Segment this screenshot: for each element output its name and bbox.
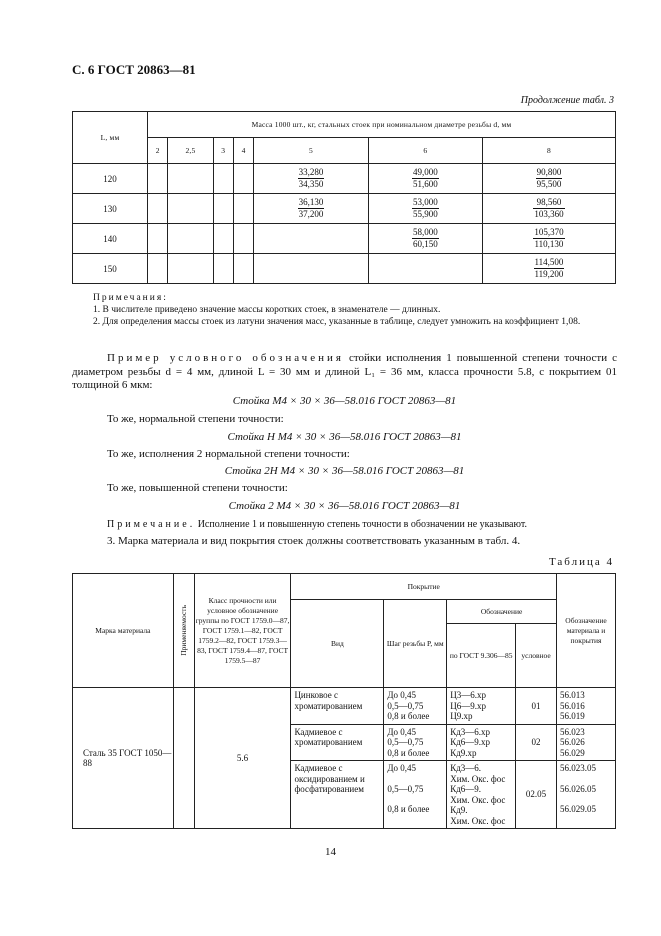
note-2: 2. Для определения массы стоек из латуни значения масс, указанные в таблице, следует умножить на коэффициент 1,08. xyxy=(93,317,581,327)
col-conditional-header: условное xyxy=(516,624,557,688)
mass-cell xyxy=(368,164,482,194)
table-row xyxy=(73,254,616,284)
mass-cell xyxy=(482,254,615,284)
gost-designation-cell-line: Кд9. xyxy=(450,805,468,815)
mass-fraction xyxy=(412,197,439,220)
mass-cell xyxy=(168,224,213,254)
table-row xyxy=(73,224,616,254)
col-material-coverage-header: Обозначение материала и покрытия xyxy=(557,574,616,688)
table-row xyxy=(73,164,616,194)
mass-cell xyxy=(213,164,233,194)
mass-cell xyxy=(482,194,615,224)
code-cell xyxy=(557,761,616,829)
col-class-header: Класс прочности или условное обозначение группы по ГОСТ 1759.0—87, ГОСТ 1759.1—82, ГОСТ 1759.2—82, ГОСТ 1759.3—83, ГОСТ 1759.4—87, ГОСТ 1759.5—87 xyxy=(194,574,291,688)
code-cell xyxy=(557,724,616,761)
mass-short: 36,130 xyxy=(298,197,324,207)
mass-long: 95,500 xyxy=(536,179,562,189)
mass-table xyxy=(72,111,616,284)
diameter-header: 8 xyxy=(482,138,615,164)
gost-designation-cell-line: Хим. Окс. фос xyxy=(450,794,506,805)
table-row xyxy=(73,688,616,725)
code-cell-line: 56.023 xyxy=(560,726,585,737)
mass-cell xyxy=(168,194,213,224)
mass-cell xyxy=(233,224,253,254)
coating-type-cell: Кадмиевое с оксидированием и фосфатированием xyxy=(291,761,384,829)
col-coating-header: Покрытие xyxy=(291,574,557,600)
gost-designation-cell-line: Ц6—9.хр xyxy=(450,700,486,711)
code-cell-line: 56.013 xyxy=(560,690,585,700)
col-type-header: Вид xyxy=(291,600,384,688)
mass-cell xyxy=(168,254,213,284)
col-length-header: L, мм xyxy=(73,112,148,164)
gost-designation-cell-line: Кд3—6.хр xyxy=(450,726,491,737)
code-cell xyxy=(557,688,616,725)
mass-fraction xyxy=(298,197,325,220)
material-coating-table xyxy=(72,573,616,829)
page-number: 14 xyxy=(325,846,336,858)
example-note-text: Исполнение 1 и повышенную степень точности в обозначении не указывают. xyxy=(195,519,527,530)
example-paragraph xyxy=(72,352,617,393)
example-note-lead: Примечание. xyxy=(107,519,196,530)
code-cell-line: 56.029.05 xyxy=(560,804,597,814)
notes-lead: Примечания: xyxy=(93,293,168,303)
mass-cell xyxy=(233,254,253,284)
mass-long: 51,600 xyxy=(412,179,438,189)
pitch-cell xyxy=(384,761,447,829)
mass-cell xyxy=(213,254,233,284)
mass-cell xyxy=(254,194,368,224)
diameter-header: 6 xyxy=(368,138,482,164)
gost-designation-cell xyxy=(447,688,516,725)
example-note xyxy=(72,518,617,532)
mass-short: 90,800 xyxy=(536,167,562,177)
diameter-header: 5 xyxy=(254,138,368,164)
coating-type-cell: Цинковое с хроматированием xyxy=(291,688,384,725)
diameter-header: 3 xyxy=(213,138,233,164)
length-cell: 140 xyxy=(73,224,148,254)
mass-cell xyxy=(254,224,368,254)
table4-caption: Таблица 4 xyxy=(548,556,614,568)
gost-designation-cell-line: Кд6—9.хр xyxy=(450,737,491,747)
mass-long: 119,200 xyxy=(534,269,564,279)
mass-fraction xyxy=(536,167,563,190)
pitch-cell-line: До 0,45 xyxy=(387,763,416,773)
mass-short: 53,000 xyxy=(412,197,438,207)
code-cell-line: 56.029 xyxy=(560,747,585,758)
mass-cell xyxy=(368,194,482,224)
mass-cell xyxy=(148,254,168,284)
example-line-4: То же, повышенной степени точности: xyxy=(107,482,288,494)
code-cell-line: 56.026 xyxy=(560,737,585,747)
gost-designation-cell-line: Кд6—9. xyxy=(450,784,482,794)
diameter-header: 2 xyxy=(148,138,168,164)
code-cell-line: 56.026.05 xyxy=(560,783,597,794)
pitch-cell-line: До 0,45 xyxy=(387,690,416,700)
page-title: С. 6 ГОСТ 20863—81 xyxy=(72,62,196,77)
example-lead: Пример условного обозначения xyxy=(107,352,344,364)
col-applicability-header: Применяемость xyxy=(173,574,194,688)
mass-cell xyxy=(254,164,368,194)
gost-designation-cell-line: Хим. Окс. фос xyxy=(450,773,506,784)
gost-designation-cell xyxy=(447,761,516,829)
material-cell: Сталь 35 ГОСТ 1050—88 xyxy=(73,688,174,829)
pitch-cell xyxy=(384,724,447,761)
code-cell-line: 56.019 xyxy=(560,711,585,721)
pitch-cell-line: 0,5—0,75 xyxy=(387,700,424,711)
length-cell: 120 xyxy=(73,164,148,194)
designation-formula-1: Стойка М4 × 30 × 36—58.016 ГОСТ 20863—81 xyxy=(232,395,457,407)
diameter-header-row xyxy=(73,138,616,164)
mass-cell xyxy=(233,164,253,194)
designation-formula-4: Стойка 2 М4 × 30 × 36—58.016 ГОСТ 20863—81 xyxy=(228,500,461,512)
code-cell-line: 56.016 xyxy=(560,700,585,711)
paragraph-3: 3. Марка материала и вид покрытия стоек должны соответствовать указанным в табл. 4. xyxy=(107,535,521,547)
pitch-cell xyxy=(384,688,447,725)
gost-designation-cell-line: Кд9.хр xyxy=(450,747,477,758)
mass-cell xyxy=(233,194,253,224)
pitch-cell-line: 0,5—0,75 xyxy=(387,783,424,794)
mass-long: 60,150 xyxy=(412,239,438,249)
table-row xyxy=(73,194,616,224)
pitch-cell-line: 0,8 и более xyxy=(387,711,430,721)
gost-designation-cell-line: Ц9.хр xyxy=(450,711,473,721)
col-mass-header: Масса 1000 шт., кг, стальных стоек при номинальном диаметре резьбы d, мм xyxy=(148,112,616,138)
designation-formula-2: Стойка Н М4 × 30 × 36—58.016 ГОСТ 20863—81 xyxy=(227,431,462,443)
gost-designation-cell-line: Ц3—6.хр xyxy=(450,690,486,700)
pitch-cell-line: До 0,45 xyxy=(387,726,416,737)
mass-short: 49,000 xyxy=(412,167,438,177)
mass-fraction xyxy=(412,227,439,250)
conditional-code-cell: 01 xyxy=(516,688,557,725)
example-line-3: То же, исполнения 2 нормальной степени точности: xyxy=(107,448,350,460)
note-1: 1. В числителе приведено значение массы коротких стоек, в знаменателе — длинных. xyxy=(93,305,441,315)
mass-fraction xyxy=(412,167,439,190)
pitch-cell-line: 0,8 и более xyxy=(387,747,430,758)
mass-fraction xyxy=(533,197,564,220)
applicability-cell xyxy=(173,688,194,829)
mass-fraction xyxy=(534,257,565,280)
mass-short: 58,000 xyxy=(412,227,438,237)
conditional-code-cell: 02 xyxy=(516,724,557,761)
col-material-header: Марка материала xyxy=(73,574,174,688)
mass-cell xyxy=(368,224,482,254)
mass-long: 110,130 xyxy=(534,239,564,249)
diameter-header: 2,5 xyxy=(168,138,213,164)
mass-short: 114,500 xyxy=(534,257,564,267)
gost-designation-cell-line: Хим. Окс. фос xyxy=(450,815,506,826)
mass-long: 103,360 xyxy=(534,209,564,219)
gost-designation-cell xyxy=(447,724,516,761)
designation-formula-3: Стойка 2Н М4 × 30 × 36—58.016 ГОСТ 20863—81 xyxy=(224,465,465,477)
mass-short: 33,280 xyxy=(298,167,324,177)
mass-cell xyxy=(148,194,168,224)
table-continuation-label: Продолжение табл. 3 xyxy=(520,95,614,106)
mass-cell xyxy=(148,164,168,194)
length-cell: 150 xyxy=(73,254,148,284)
mass-cell xyxy=(482,224,615,254)
mass-long: 55,900 xyxy=(412,209,438,219)
mass-long: 34,350 xyxy=(298,179,324,189)
strength-class-cell: 5.6 xyxy=(194,688,291,829)
mass-cell xyxy=(148,224,168,254)
coating-type-cell: Кадмиевое с хроматированием xyxy=(291,724,384,761)
example-line-2: То же, нормальной степени точности: xyxy=(107,413,284,425)
gost-designation-cell-line: Кд3—6. xyxy=(450,763,482,773)
mass-cell xyxy=(213,194,233,224)
mass-cell xyxy=(168,164,213,194)
code-cell-line: 56.023.05 xyxy=(560,763,597,773)
mass-short: 105,370 xyxy=(534,227,564,237)
table-notes xyxy=(93,292,623,328)
col-designation-header: Обозначение xyxy=(447,600,557,624)
mass-short: 98,560 xyxy=(533,197,564,209)
example-text: стойки исполнения 1 повышенной степени точности с диаметром резьбы d = 4 мм, длиной L = 30 мм и длиной L₁ = 36 мм, класса прочности 5.8, с покрытием 01 толщиной 6 мкм: xyxy=(72,352,617,391)
diameter-header: 4 xyxy=(233,138,253,164)
mass-cell xyxy=(254,254,368,284)
mass-cell xyxy=(368,254,482,284)
mass-cell xyxy=(482,164,615,194)
mass-long: 37,200 xyxy=(298,209,324,219)
pitch-cell-line: 0,8 и более xyxy=(387,804,430,814)
mass-fraction xyxy=(298,167,325,190)
mass-fraction xyxy=(533,227,564,250)
conditional-code-cell: 02.05 xyxy=(516,761,557,829)
col-pitch-header: Шаг резьбы P, мм xyxy=(384,600,447,688)
length-cell: 130 xyxy=(73,194,148,224)
pitch-cell-line: 0,5—0,75 xyxy=(387,737,424,747)
col-gost-header: по ГОСТ 9.306—85 xyxy=(447,624,516,688)
mass-cell xyxy=(213,224,233,254)
